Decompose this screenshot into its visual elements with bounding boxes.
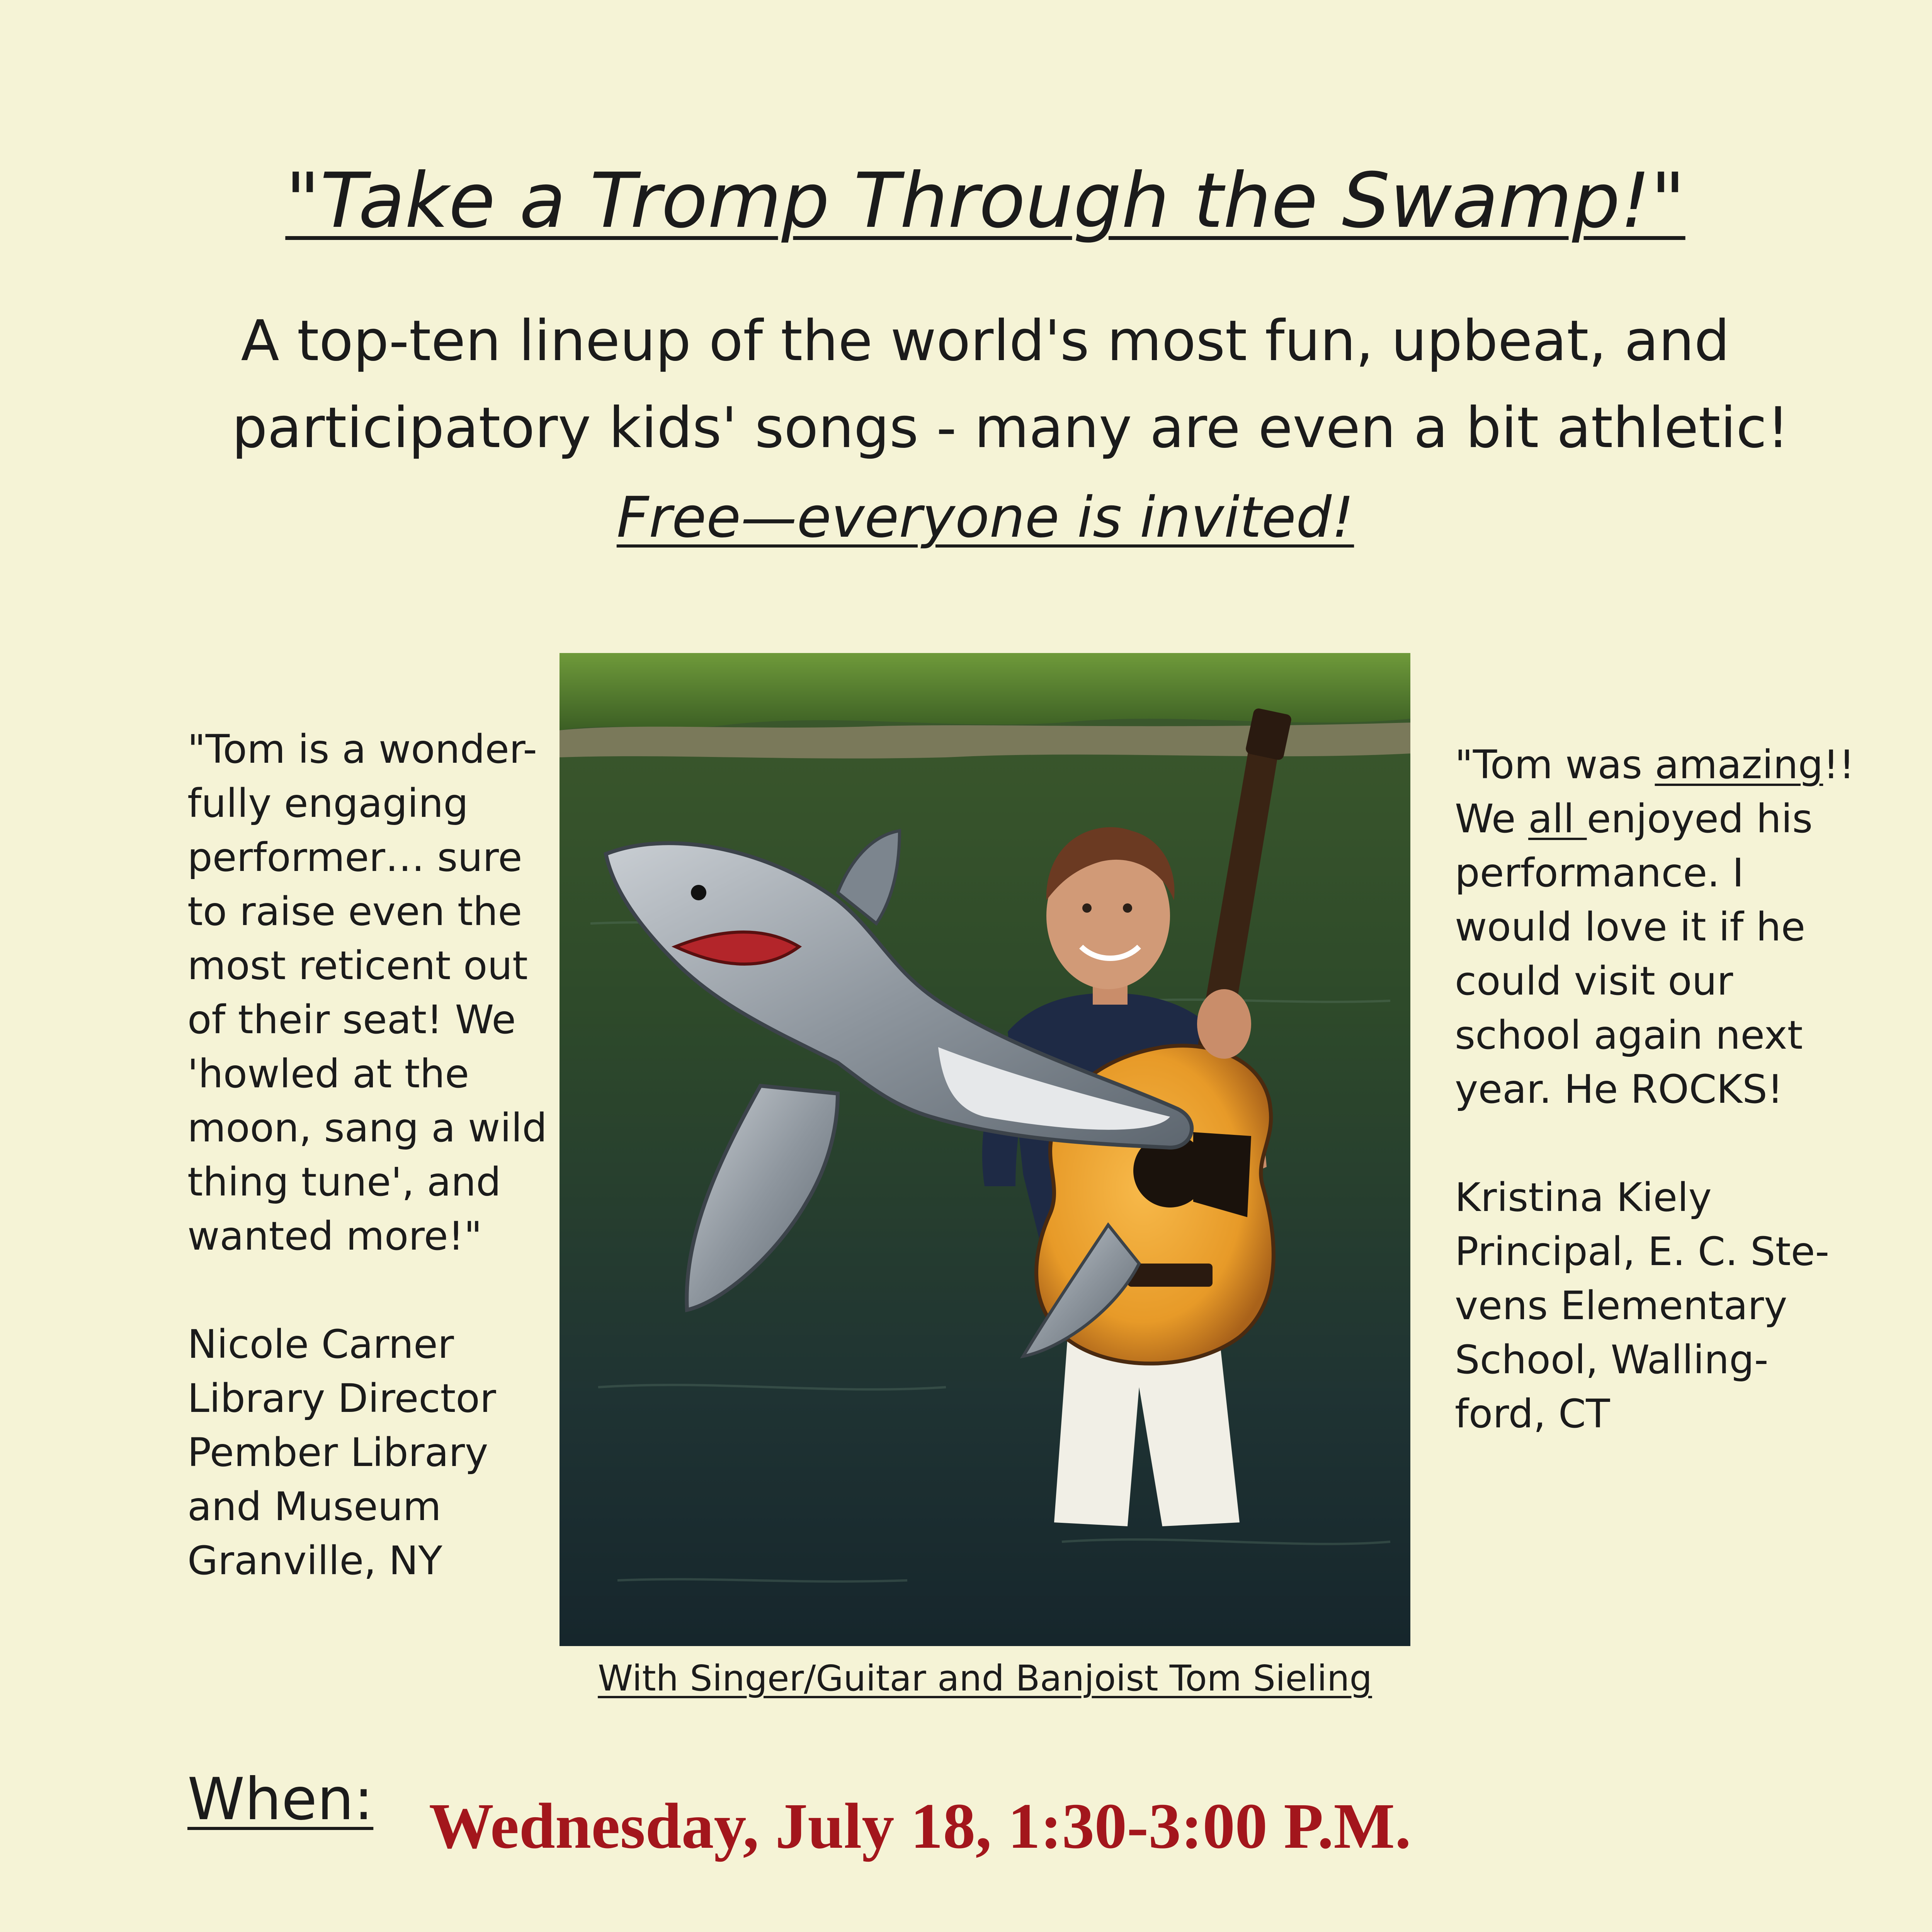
quote-line: to raise even the <box>187 889 522 935</box>
attribution-line: ford, CT <box>1455 1391 1610 1437</box>
quote-line: performer… sure <box>187 835 522 881</box>
quote-text: !! <box>1823 742 1855 788</box>
quote-line: performance. I <box>1455 850 1744 896</box>
spacer <box>187 1264 566 1318</box>
quote-text: "Tom was <box>1455 742 1655 788</box>
quote-line: of their seat! We <box>187 997 516 1043</box>
quote-line: year. He ROCKS! <box>1455 1066 1783 1112</box>
event-date-time: Wednesday, July 18, 1:30-3:00 P.M. <box>429 1790 1411 1862</box>
attribution-line: Granville, NY <box>187 1538 442 1584</box>
attribution-line: Nicole Carner <box>187 1321 454 1367</box>
quote-text: enjoyed his <box>1587 796 1813 842</box>
subtitle-line-1: A top-ten lineup of the world's most fun, upbeat, and <box>241 308 1730 374</box>
spacer <box>1455 1117 1841 1171</box>
subtitle-line-2: participatory kids' songs - many are even a bit athletic! <box>232 395 1789 461</box>
attribution-line: Principal, E. C. Ste- <box>1455 1229 1830 1275</box>
photo-caption: With Singer/Guitar and Banjoist Tom Sieling <box>598 1658 1372 1699</box>
testimonial-right <box>1455 738 1855 1441</box>
quote-line: fully engaging <box>187 781 469 827</box>
attribution-line: Library Director <box>187 1376 496 1422</box>
attribution-line: and Museum <box>187 1484 441 1530</box>
performer-photo <box>560 653 1410 1646</box>
flyer-subtitle <box>232 298 1789 471</box>
attribution-line: School, Walling- <box>1455 1337 1769 1383</box>
quote-line: moon, sang a wild <box>187 1105 547 1151</box>
quote-line <box>1455 792 1841 846</box>
quote-line: 'howled at the <box>187 1051 469 1097</box>
quote-text: We <box>1455 796 1529 842</box>
emphasized-word: amazing <box>1655 742 1823 788</box>
quote-line: wanted more!" <box>187 1213 482 1259</box>
attribution-line: Kristina Kiely <box>1455 1175 1712 1221</box>
quote-line <box>1455 738 1855 792</box>
attribution-line: vens Elementary <box>1455 1283 1787 1329</box>
free-admission-text: Free—everyone is invited! <box>616 485 1354 550</box>
quote-line: could visit our <box>1455 958 1733 1004</box>
testimonial-left <box>187 723 566 1588</box>
flyer-title: "Take a Tromp Through the Swamp!" <box>285 157 1685 245</box>
quote-line: would love it if he <box>1455 904 1806 950</box>
quote-line: most reticent out <box>187 943 528 989</box>
emphasized-word: all <box>1528 796 1587 842</box>
quote-line: thing tune', and <box>187 1159 501 1205</box>
when-label: When: <box>187 1766 374 1833</box>
quote-line: "Tom is a wonder- <box>187 726 537 772</box>
quote-line: school again next <box>1455 1012 1803 1058</box>
attribution-line: Pember Library <box>187 1430 488 1476</box>
